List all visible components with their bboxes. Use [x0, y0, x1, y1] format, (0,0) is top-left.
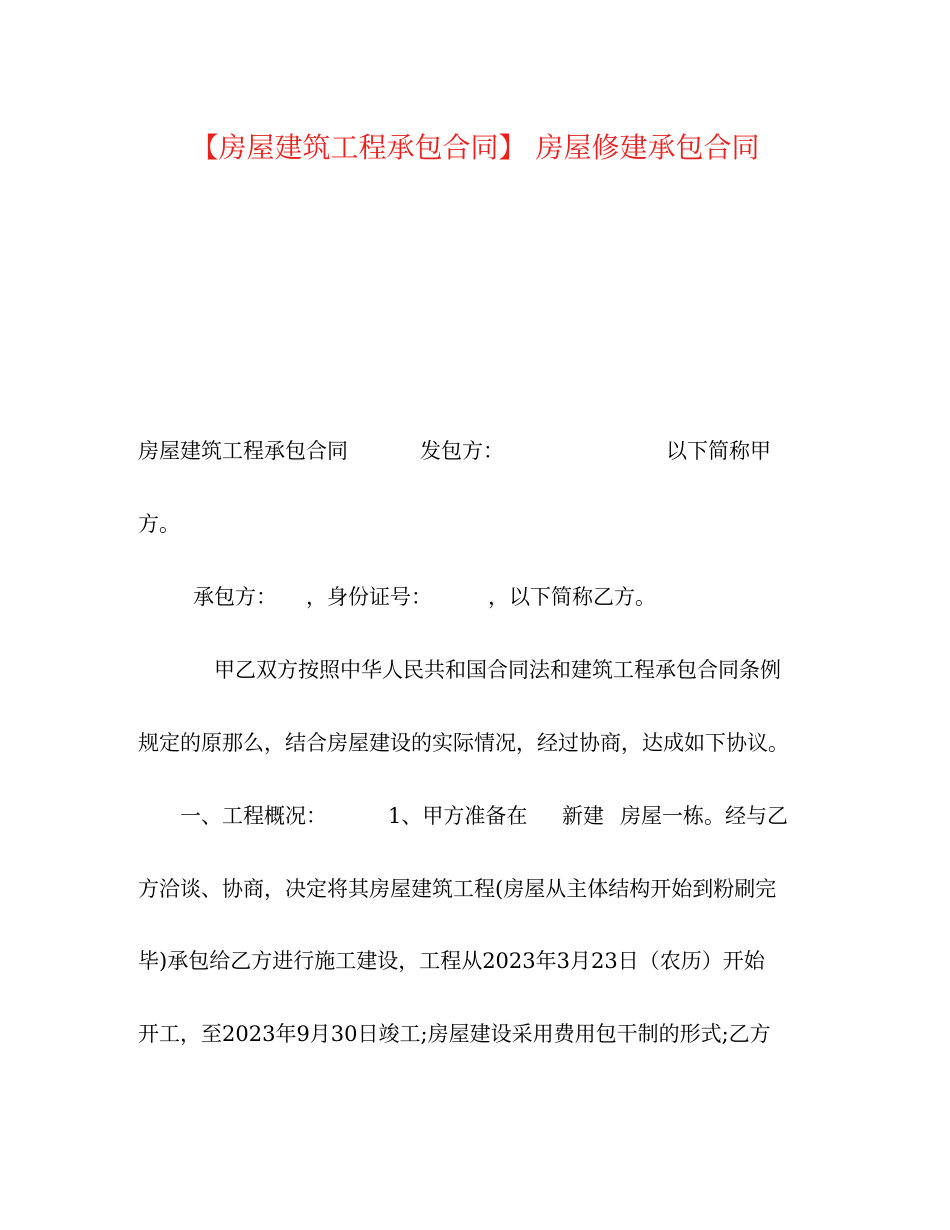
intro-paragraph-line-2: 规定的原那么，结合房屋建设的实际情况，经过协商，达成如下协议。	[138, 731, 789, 755]
section-1-line-3: 毕)承包给乙方进行施工建设，工程从2023年3月23日（农历）开始	[138, 949, 765, 973]
section-1-line-4: 开工，至2023年9月30日竣工;房屋建设采用费用包干制的形式;乙方	[138, 1022, 771, 1046]
id-number-label: ，身份证号：	[306, 585, 432, 609]
contractor-short-name: ，以下简称乙方。	[488, 585, 656, 609]
document-title: 【房屋建筑工程承包合同】 房屋修建承包合同	[190, 131, 760, 164]
section-1-heading: 一、工程概况：	[180, 804, 327, 828]
employer-short-name: 以下简称甲	[666, 439, 771, 463]
contract-name: 房屋建筑工程承包合同	[138, 439, 348, 463]
intro-paragraph-line-1: 甲乙双方按照中华人民共和国合同法和建筑工程承包合同条例	[214, 658, 781, 682]
section-1-item-house: 房屋一栋。经与乙	[620, 804, 788, 828]
section-1-line-2: 方洽谈、协商，决定将其房屋建筑工程(房屋从主体结构开始到粉刷完	[138, 877, 777, 901]
section-1-item-new: 新建	[562, 804, 604, 828]
contractor-label: 承包方：	[193, 585, 277, 609]
section-1-item-prefix: 1、甲方准备在	[388, 804, 528, 828]
employer-label: 发包方：	[420, 439, 504, 463]
header-line-continued: 方。	[138, 512, 180, 536]
